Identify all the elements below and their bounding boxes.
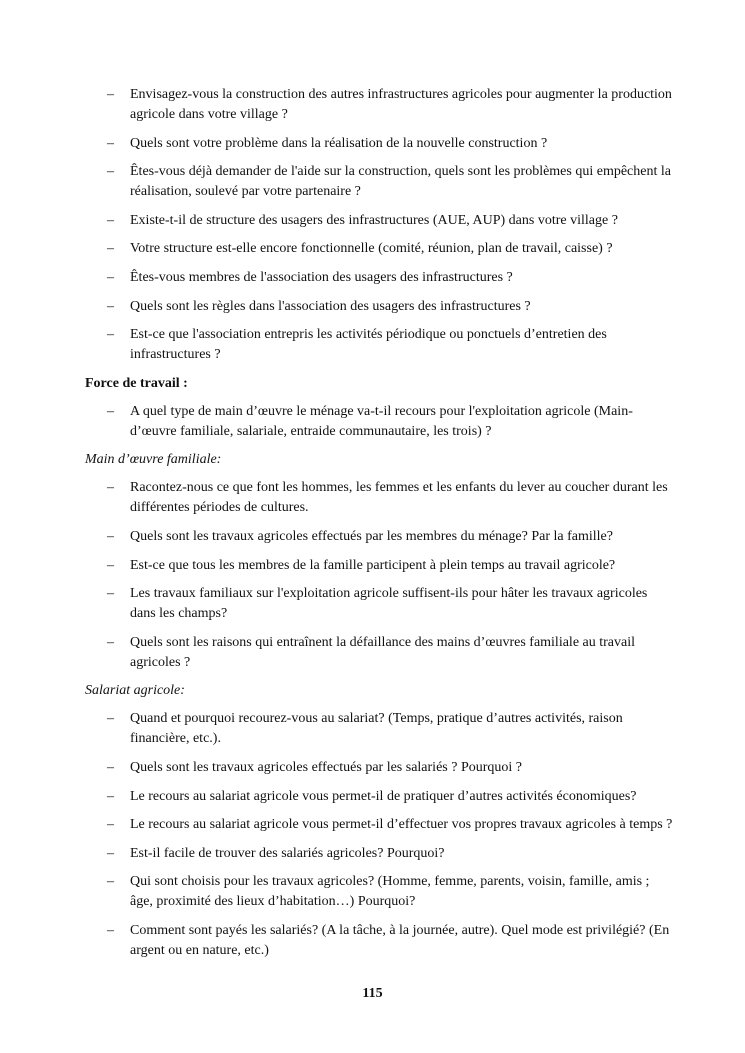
- list-item: [85, 478, 675, 518]
- dash-bullet: –: [107, 788, 114, 804]
- dash-bullet: –: [107, 874, 114, 890]
- question-text: Existe-t-il de structure des usagers des infrastructures (AUE, AUP) dans votre village ?: [130, 212, 618, 228]
- list-item: [85, 162, 675, 202]
- question-text: Êtes-vous déjà demander de l'aide sur la construction, quels sont les problèmes qui empêchent la réalisation, soulevé par votre partenaire ?: [130, 164, 671, 200]
- question-text: A quel type de main d’œuvre le ménage va-t-il recours pour l'exploitation agricole (Main-d’œuvre familiale, salariale, entraide communautaire, les trois) ?: [130, 403, 633, 439]
- list-item: [85, 556, 675, 576]
- list-item: [85, 134, 675, 154]
- question-text: Le recours au salariat agricole vous permet-il de pratiquer d’autres activités économiques?: [130, 788, 637, 804]
- dash-bullet: –: [107, 759, 114, 775]
- list-item: [85, 921, 675, 961]
- dash-bullet: –: [107, 212, 114, 228]
- dash-bullet: –: [107, 327, 114, 343]
- list-item: [85, 402, 675, 442]
- list-item: [85, 325, 675, 365]
- question-text: Est-ce que l'association entrepris les activités périodique ou ponctuels d’entretien des infrastructures ?: [130, 327, 607, 363]
- list-item: [85, 268, 675, 288]
- dash-bullet: –: [107, 586, 114, 602]
- document-page: [85, 85, 675, 969]
- subsection-heading-salariat-agricole: Salariat agricole:: [85, 683, 185, 699]
- section-heading-force-de-travail: Force de travail :: [85, 375, 188, 391]
- dash-bullet: –: [107, 298, 114, 314]
- list-item: [85, 584, 675, 624]
- dash-bullet: –: [107, 711, 114, 727]
- list-item: [85, 527, 675, 547]
- dash-bullet: –: [107, 269, 114, 285]
- list-item: [85, 633, 675, 673]
- question-text: Quels sont les travaux agricoles effectués par les salariés ? Pourquoi ?: [130, 759, 522, 775]
- dash-bullet: –: [107, 164, 114, 180]
- main-oeuvre-question-list: [85, 478, 675, 672]
- question-text: Quels sont votre problème dans la réalisation de la nouvelle construction ?: [130, 135, 548, 151]
- question-text: Les travaux familiaux sur l'exploitation agricole suffisent-ils pour hâter les travaux agricoles dans les champs?: [130, 586, 648, 622]
- dash-bullet: –: [107, 922, 114, 938]
- dash-bullet: –: [107, 135, 114, 151]
- question-text: Quand et pourquoi recourez-vous au salariat? (Temps, pratique d’autres activités, raison financière, etc.).: [130, 711, 623, 747]
- dash-bullet: –: [107, 87, 114, 102]
- dash-bullet: –: [107, 241, 114, 257]
- question-text: Est-ce que tous les membres de la famille participent à plein temps au travail agricole?: [130, 557, 616, 573]
- dash-bullet: –: [107, 845, 114, 861]
- subsection-heading-main-oeuvre-familiale: Main d’œuvre familiale:: [85, 452, 222, 468]
- question-text: Votre structure est-elle encore fonctionnelle (comité, réunion, plan de travail, caisse) ?: [130, 241, 613, 257]
- dash-bullet: –: [107, 480, 114, 496]
- list-item: [85, 85, 675, 125]
- question-text: Est-il facile de trouver des salariés agricoles? Pourquoi?: [130, 845, 445, 861]
- list-item: [85, 844, 675, 864]
- dash-bullet: –: [107, 403, 114, 419]
- question-text: Êtes-vous membres de l'association des usagers des infrastructures ?: [130, 269, 513, 285]
- dash-bullet: –: [107, 817, 114, 833]
- question-text: Le recours au salariat agricole vous permet-il d’effectuer vos propres travaux agricoles à temps ?: [130, 817, 673, 833]
- force-travail-question-list: [85, 402, 675, 442]
- intro-question-list: [85, 85, 675, 365]
- list-item: [85, 815, 675, 835]
- question-text: Quels sont les règles dans l'association des usagers des infrastructures ?: [130, 298, 531, 314]
- question-text: Qui sont choisis pour les travaux agricoles? (Homme, femme, parents, voisin, famille, amis ; âge, proximité des lieux d’habitation…) Pourquoi?: [130, 874, 650, 910]
- list-item: [85, 239, 675, 259]
- question-text: Comment sont payés les salariés? (A la tâche, à la journée, autre). Quel mode est privilégié? (En argent ou en nature, etc.): [130, 922, 670, 958]
- dash-bullet: –: [107, 557, 114, 573]
- list-item: [85, 872, 675, 912]
- list-item: [85, 758, 675, 778]
- question-text: Racontez-nous ce que font les hommes, les femmes et les enfants du lever au coucher durant les différentes périodes de cultures.: [130, 480, 668, 516]
- list-item: [85, 297, 675, 317]
- dash-bullet: –: [107, 634, 114, 650]
- question-text: Quels sont les travaux agricoles effectués par les membres du ménage? Par la famille?: [130, 528, 613, 544]
- page-number: 115: [362, 986, 383, 1001]
- list-item: [85, 211, 675, 231]
- salariat-question-list: [85, 709, 675, 961]
- dash-bullet: –: [107, 528, 114, 544]
- list-item: [85, 787, 675, 807]
- question-text: Quels sont les raisons qui entraînent la défaillance des mains d’œuvres familiale au travail agricoles ?: [130, 634, 636, 670]
- question-text: Envisagez-vous la construction des autres infrastructures agricoles pour augmenter la production agricole dans votre village ?: [130, 87, 672, 122]
- list-item: [85, 709, 675, 749]
